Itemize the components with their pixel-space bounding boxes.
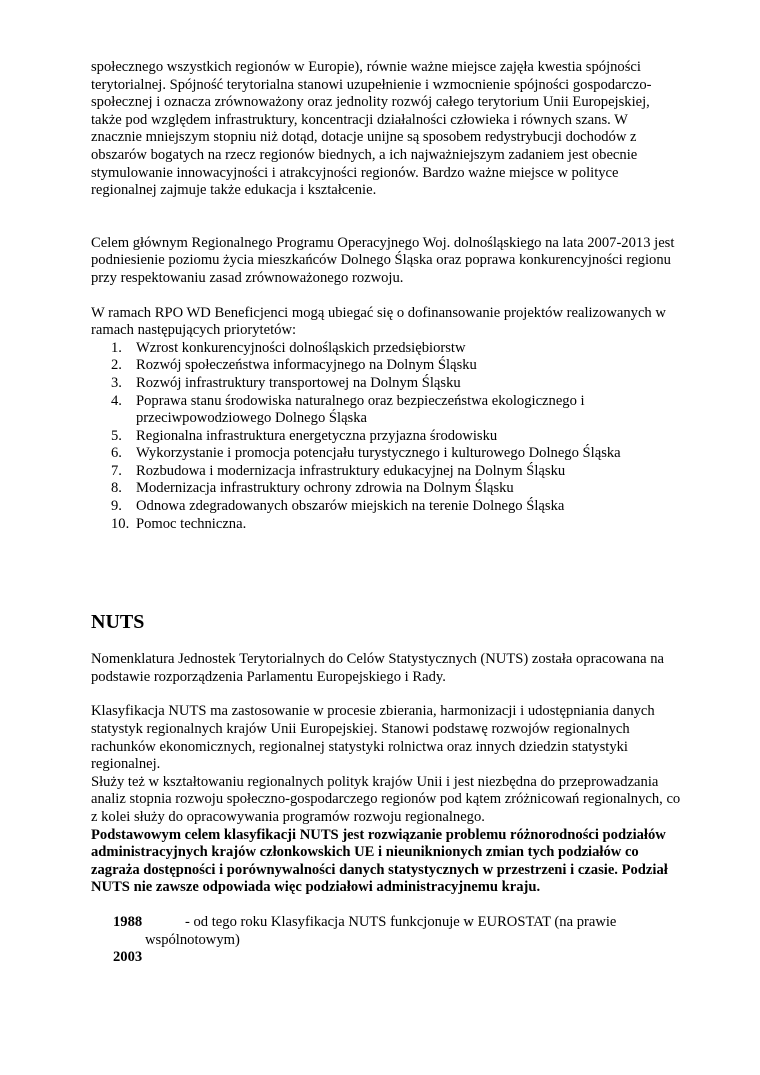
paragraph-nuts-goal: Podstawowym celem klasyfikacji NUTS jest rozwiązanie problemu różnorodności podziałów administracyjnych krajów członkowskich UE i nieuniknionych zmian tych podziałów co zagraża dostępności i porównywalności danych statystycznych w przestrzeni i czasie. Podział NUTS nie zawsze odpowiada więc podziałowi administracyjnemu kraju. [91,826,668,896]
paragraph-nuts-classification: Klasyfikacja NUTS ma zastosowanie w procesie zbierania, harmonizacji i udostępniania danych statystyk regionalnych krajów Unii Europejskiej. Stanowi podstawę rozwojów regionalnych rachunków ekonomicznych, regionalnej statystyki rolnictwa oraz innych dziedzin statystyki regionalnej. [91,703,655,773]
paragraph-rpo: W ramach RPO WD Beneficjenci mogą ubiegać się o dofinansowanie projektów realizowanych w ramach następujących priorytetów: [91,304,666,339]
list-item: 6. Wykorzystanie i promocja potencjału turystycznego i kulturowego Dolnego Śląska [111,445,621,462]
timeline-text: - od tego roku Klasyfikacja NUTS funkcjonuje w EUROSTAT (na prawie wspólnotowym) [145,913,617,948]
list-item: 9. Odnowa zdegradowanych obszarów miejskich na terenie Dolnego Śląska [111,498,565,515]
list-item: 1. Wzrost konkurencyjności dolnośląskich przedsiębiorstw [111,339,466,356]
paragraph-goal: Celem głównym Regionalnego Programu Operacyjnego Woj. dolnośląskiego na lata 2007-2013 jest podniesienie poziomu życia mieszkańców Dolnego Śląska oraz poprawa konkurencyjności regionu przy respektowaniu zasad zrównoważonego rozwoju. [91,234,675,286]
list-item: 7. Rozbudowa i modernizacja infrastruktury edukacyjnej na Dolnym Śląsku [111,462,566,479]
timeline-year: 1988 [113,913,143,930]
list-item: 3. Rozwój infrastruktury transportowej na Dolnym Śląsku [111,374,461,391]
list-item: 10. Pomoc techniczna. [111,515,247,532]
list-item: 8. Modernizacja infrastruktury ochrony zdrowia na Dolnym Śląsku [111,480,514,497]
section-heading-nuts: NUTS [91,611,145,634]
timeline [91,914,681,967]
timeline-year: 2003 [113,949,143,966]
list-item: 2. Rozwój społeczeństwa informacyjnego na Dolnym Śląsku [111,357,477,374]
paragraph-nuts-policy: Służy też w kształtowaniu regionalnych polityk krajów Unii i jest niezbędna do przeprowadzania analiz stopnia rozwoju społeczno-gospodarczego regionów pod kątem zróżnicowań regionalnych, co z kolei służy do opracowywania programów rozwoju regionalnego. [91,773,681,825]
priority-list [91,340,681,534]
list-item: 4. Poprawa stanu środowiska naturalnego oraz bezpieczeństwa ekologicznego i przeciwpowodziowego Dolnego Śląska [111,392,585,427]
paragraph-intro: społecznego wszystkich regionów w Europie), równie ważne miejsce zajęła kwestia spójności terytorialnej. Spójność terytorialna stanowi uzupełnienie i wzmocnienie spójności gospodarczo-społecznej i oznacza zrównoważony oraz jednolity rozwój całego terytorium Unii Europejskiej, także pod względem infrastruktury, koncentracji działalności człowieka i równych szans. W znacznie mniejszym stopniu niż dotąd, dotacje unijne są sposobem redystrybucji dochodów z obszarów bogatych na rzecz regionów biednych, a ich najważniejszym zadaniem jest obecnie stymulowanie innowacyjności i atrakcyjności regionów. Bardzo ważne miejsce w polityce regionalnej zajmuje także edukacja i kształcenie. [91,59,652,199]
paragraph-nuts-definition: Nomenklatura Jednostek Terytorialnych do Celów Statystycznych (NUTS) została opracowana na podstawie rozporządzenia Parlamentu Europejskiego i Rady. [91,651,664,685]
list-item: 5. Regionalna infrastruktura energetyczna przyjazna środowisku [111,427,498,444]
document-page [91,59,681,967]
timeline-row [91,914,681,949]
